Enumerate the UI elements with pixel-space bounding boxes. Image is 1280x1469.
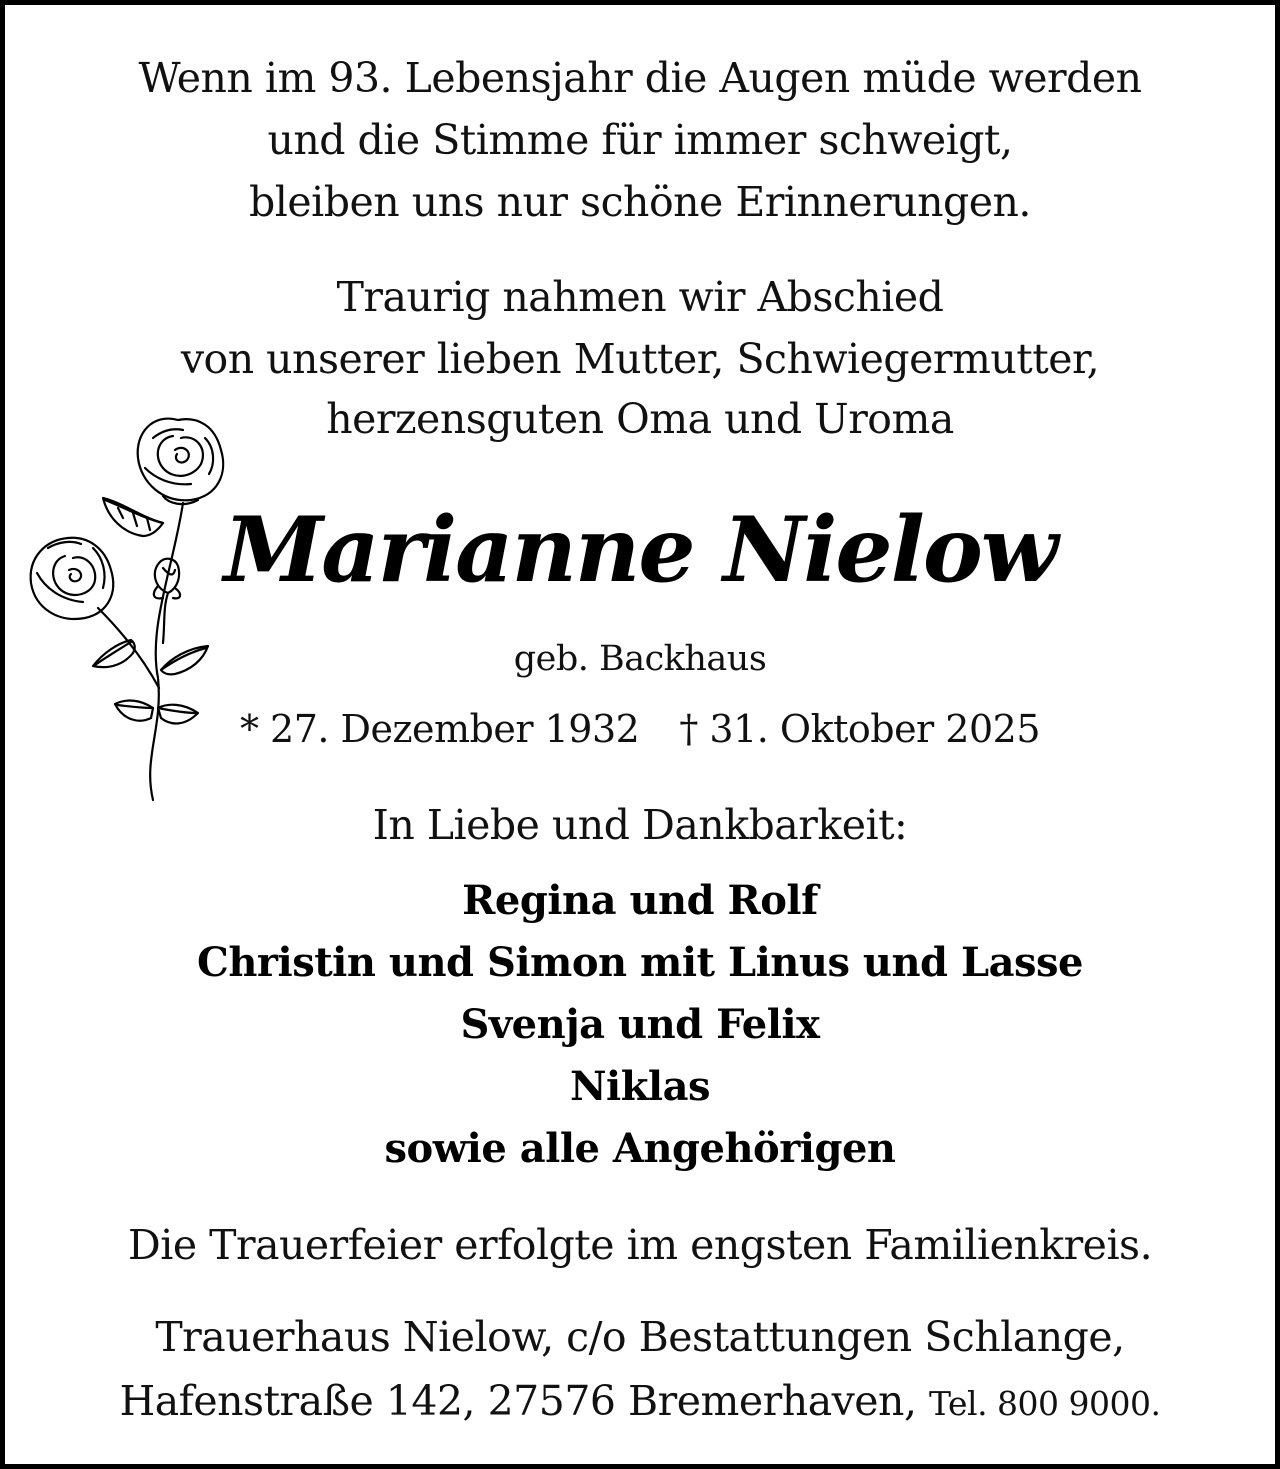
mourner-line-3: Svenja und Felix <box>460 1001 820 1048</box>
mourners-intro: In Liebe und Dankbarkeit: <box>372 801 908 849</box>
life-dates <box>5 707 1275 751</box>
contact-line-1: Trauerhaus Nielow, c/o Bestattungen Schlange, <box>155 1313 1125 1361</box>
deceased-name: Marianne Nielow <box>223 497 1057 603</box>
farewell-line-1: Traurig nahmen wir Abschied <box>336 273 944 321</box>
poem-line-3: bleiben uns nur schöne Erinnerungen. <box>249 178 1031 226</box>
mourner-line-4: Niklas <box>569 1063 711 1110</box>
farewell-line-2: von unserer lieben Mutter, Schwiegermutter, <box>180 335 1100 383</box>
funeral-note: Die Trauerfeier erfolgte im engsten Familienkreis. <box>127 1221 1153 1269</box>
contact-phone: Tel. 800 9000. <box>929 1384 1161 1423</box>
poem-line-2: und die Stimme für immer schweigt, <box>267 116 1013 164</box>
birth-date: * 27. Dezember 1932 <box>239 707 640 751</box>
mourner-line-5: sowie alle Angehörigen <box>384 1125 896 1172</box>
mourner-line-2: Christin und Simon mit Linus und Lasse <box>197 939 1083 986</box>
mourner-line-1: Regina und Rolf <box>462 877 818 924</box>
maiden-name: geb. Backhaus <box>513 639 767 679</box>
farewell-line-3: herzensguten Oma und Uroma <box>326 395 954 443</box>
contact-line-2 <box>5 1377 1275 1425</box>
poem-line-1: Wenn im 93. Lebensjahr die Augen müde werden <box>138 54 1142 102</box>
contact-address: Hafenstraße 142, 27576 Bremerhaven, <box>119 1377 917 1425</box>
death-date: † 31. Oktober 2025 <box>679 707 1041 751</box>
